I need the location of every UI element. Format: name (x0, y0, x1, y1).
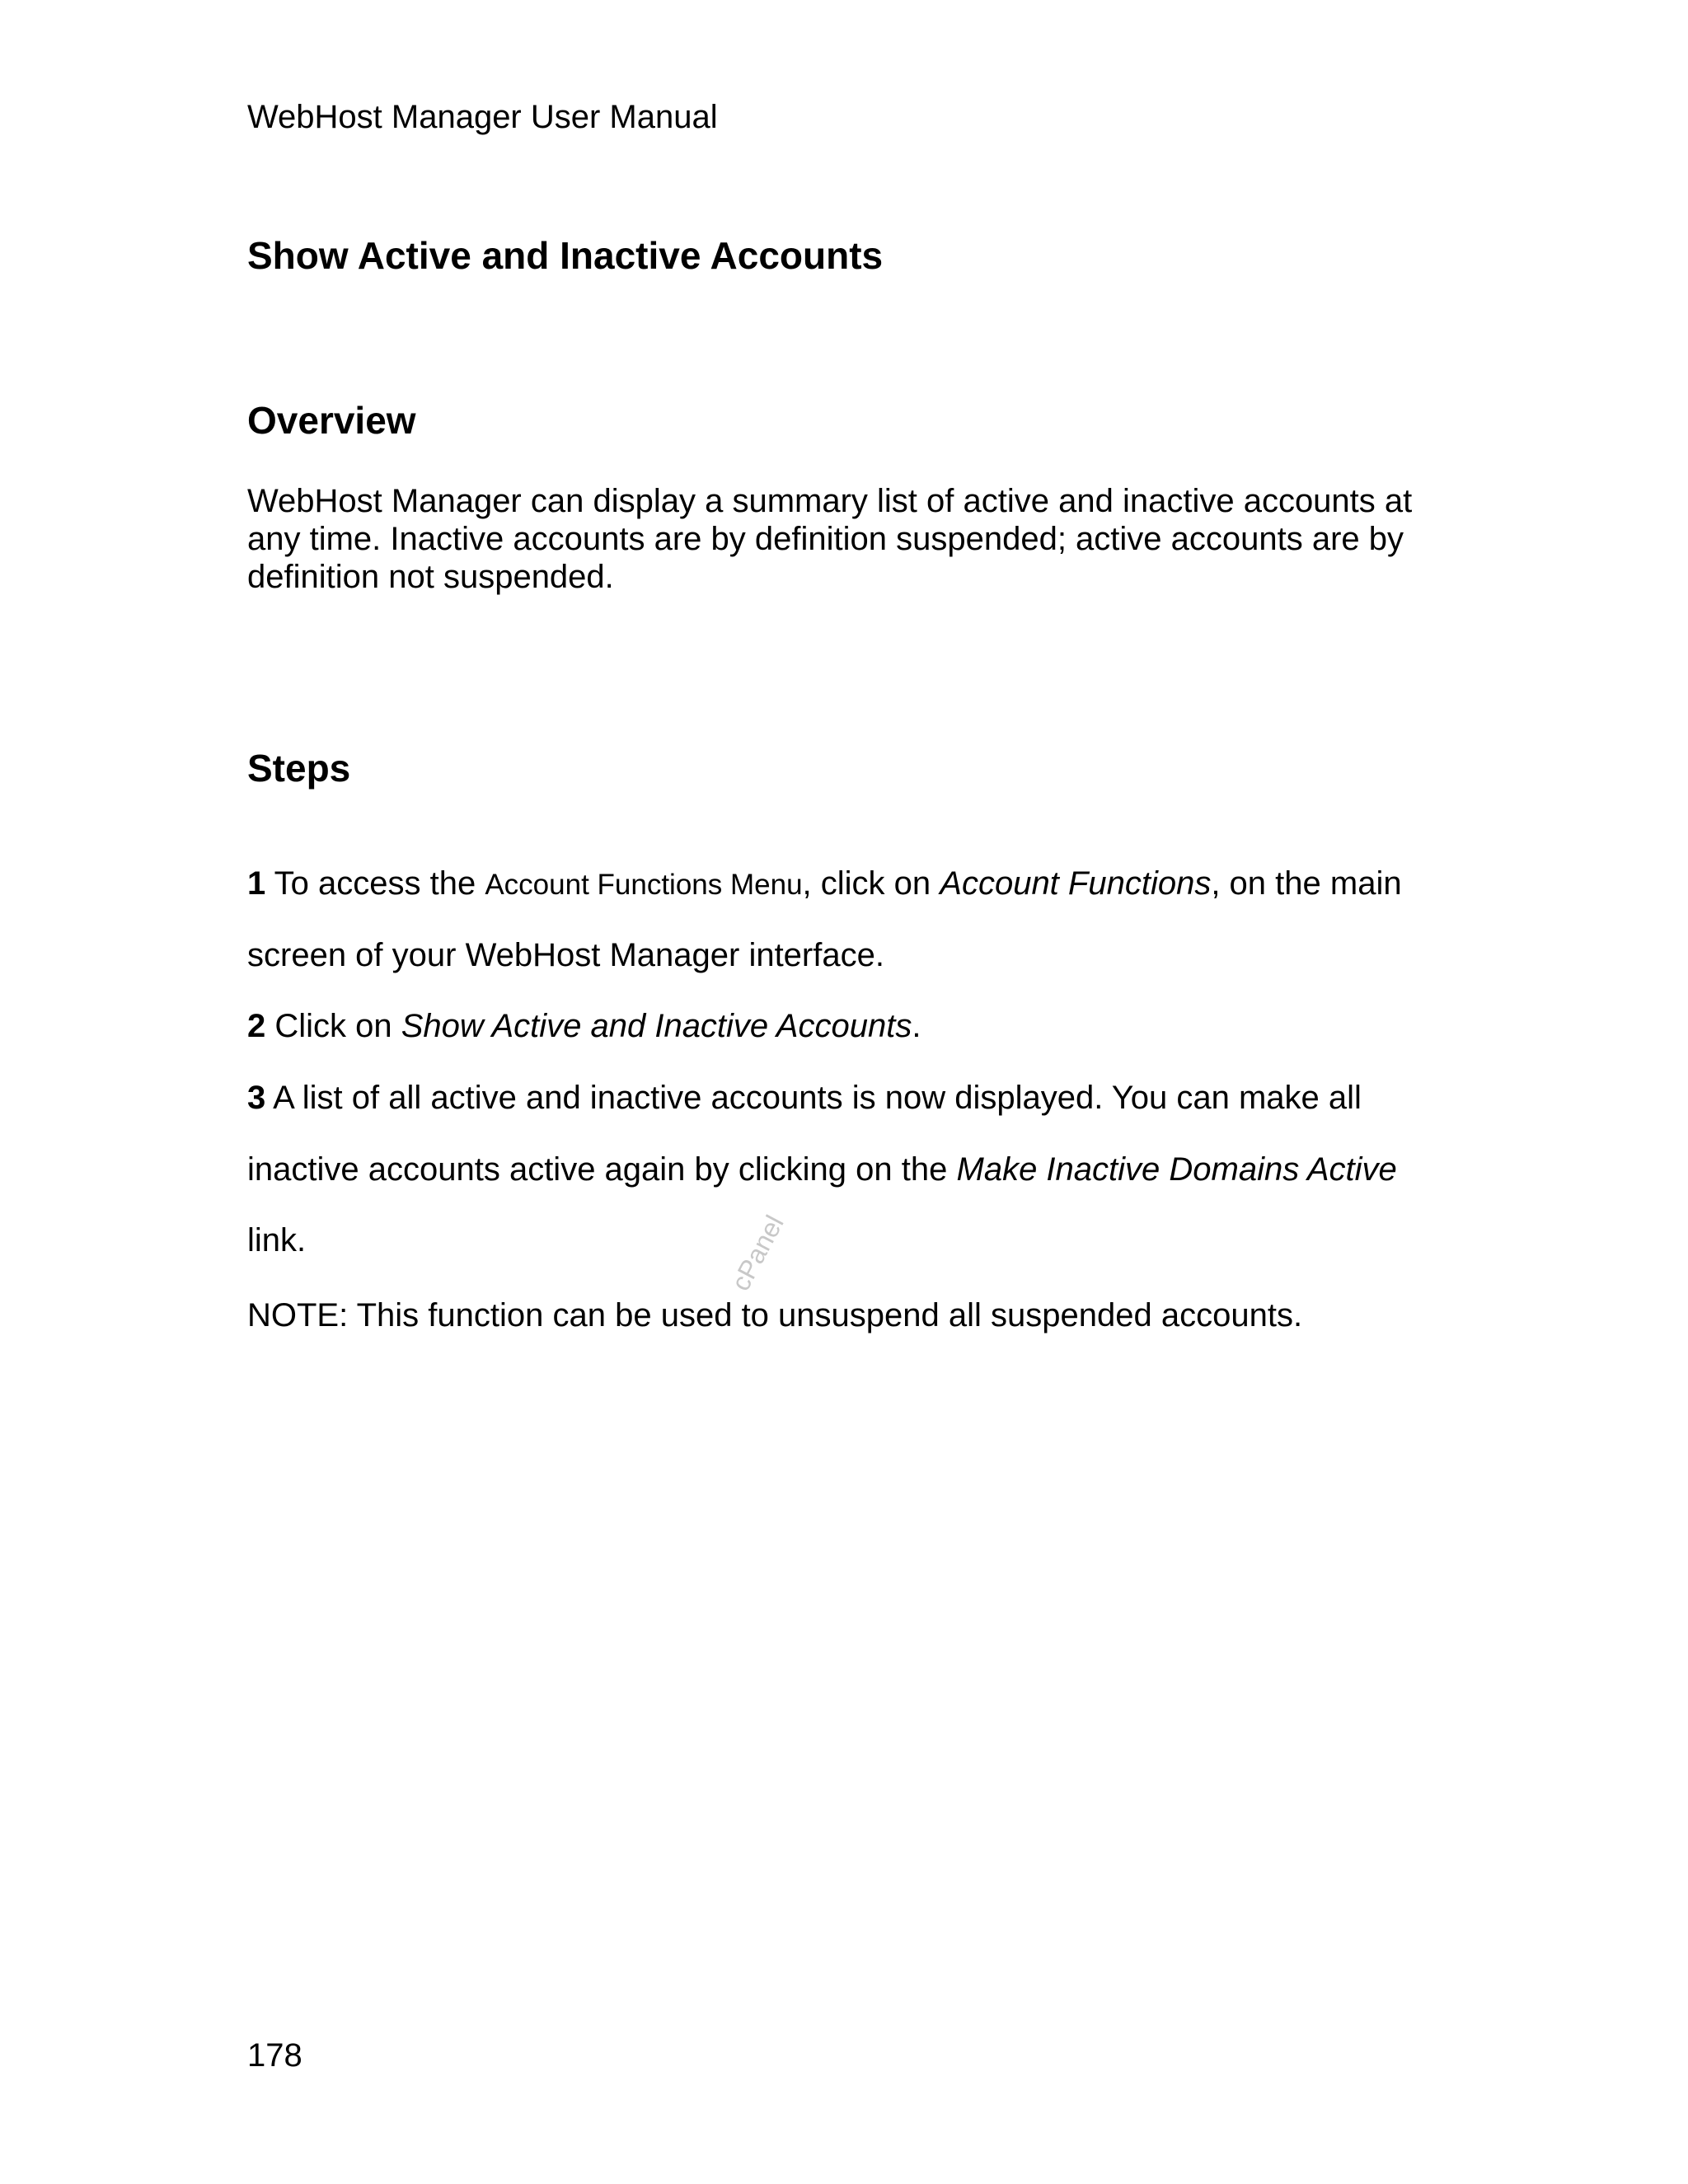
running-header: WebHost Manager User Manual (247, 99, 718, 135)
step-1-continuation: screen of your WebHost Manager interface. (247, 937, 884, 973)
ui-reference: Make Inactive Domains Active (956, 1151, 1397, 1188)
step-3-continuation-end: link. (247, 1222, 307, 1258)
overview-paragraph: WebHost Manager can display a summary list of active and inactive accounts at any time. Inactive accounts are by definition suspended; active accounts are by definition not suspended. (247, 483, 1413, 595)
step-number: 3 (247, 1080, 266, 1116)
overview-heading: Overview (247, 399, 416, 442)
step-3-continuation (247, 1150, 1397, 1189)
step-text: To access the (265, 865, 485, 902)
step-text: inactive accounts active again by clicking on the (247, 1151, 957, 1188)
steps-heading: Steps (247, 747, 351, 790)
step-text: Click on (265, 1008, 401, 1044)
menu-name: Account Functions Menu (485, 869, 803, 901)
step-text: . (912, 1008, 921, 1044)
ui-reference: Show Active and Inactive Accounts (401, 1008, 912, 1044)
page-title: Show Active and Inactive Accounts (247, 234, 884, 277)
page-number: 178 (247, 2037, 302, 2074)
step-text: A list of all active and inactive accounts is now displayed. You can make all (265, 1080, 1362, 1116)
note-text: NOTE: This function can be used to unsuspend all suspended accounts. (247, 1297, 1303, 1333)
step-3-line (247, 1078, 1362, 1118)
watermark: cPanel (725, 1210, 790, 1296)
ui-reference: Account Functions (940, 865, 1212, 902)
step-2-line (247, 1006, 921, 1046)
step-text: , on the main (1211, 865, 1402, 902)
step-number: 2 (247, 1008, 266, 1044)
step-number: 1 (247, 865, 266, 902)
step-text: , click on (802, 865, 940, 902)
step-1-line (247, 864, 1402, 905)
